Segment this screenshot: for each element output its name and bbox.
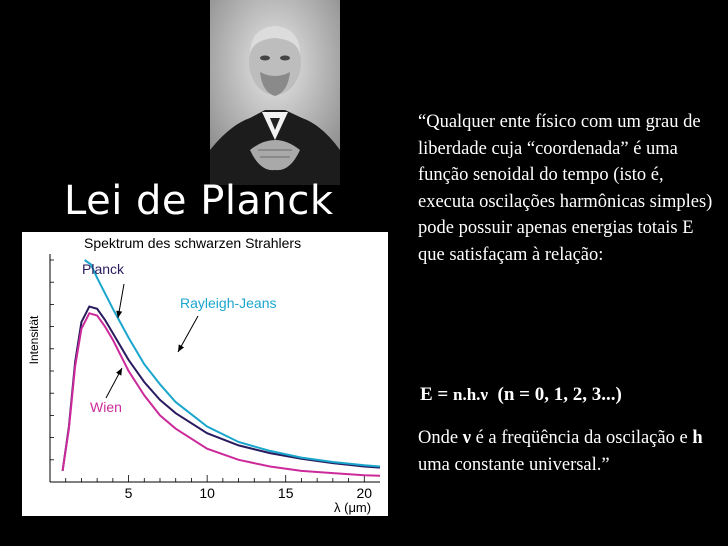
x-tick-label: 5 <box>124 485 133 501</box>
chart-svg <box>22 232 388 516</box>
blackbody-chart <box>22 232 388 516</box>
onde-nu: ν <box>462 428 471 448</box>
onde-part1: Onde <box>418 428 463 448</box>
onde-text <box>418 425 718 478</box>
x-tick-label: 10 <box>199 485 215 501</box>
planck-portrait <box>210 0 340 185</box>
chart-title: Spektrum des schwarzen Strahlers <box>84 235 302 251</box>
annotation-wien: Wien <box>90 399 122 415</box>
x-axis-label: λ (μm) <box>334 500 372 515</box>
formula-lhs: E = <box>420 384 453 405</box>
x-tick-label: 20 <box>356 485 373 501</box>
formula-mid: n.h.ν <box>453 385 489 404</box>
series-line-planck <box>63 307 380 471</box>
x-tick-label: 15 <box>277 485 294 501</box>
annotation-rayleigh-jeans: Rayleigh-Jeans <box>180 295 277 311</box>
onde-part2: é a freqüência da oscilação e <box>470 428 693 448</box>
slide-title: Lei de Planck <box>64 178 334 224</box>
onde-part3: uma constante universal.” <box>418 454 610 475</box>
energy-formula <box>420 384 622 406</box>
series-line-wien <box>63 313 380 476</box>
quote-text: “Qualquer ente físico com um grau de liberdade cuja “coordenada” é uma função senoidal do tempo (isto é, executa oscilações harmônicas simples) pode possuir apenas energias totais E que satisfaçam à relação: <box>418 112 713 265</box>
formula-rhs: (n = 0, 1, 2, 3...) <box>497 384 622 405</box>
planck-quote <box>418 109 718 268</box>
annotation-planck: Planck <box>82 261 125 277</box>
series-line-rayleigh-jeans <box>85 260 380 467</box>
y-axis-label: Intensität <box>27 315 41 365</box>
onde-h: h <box>692 428 703 448</box>
